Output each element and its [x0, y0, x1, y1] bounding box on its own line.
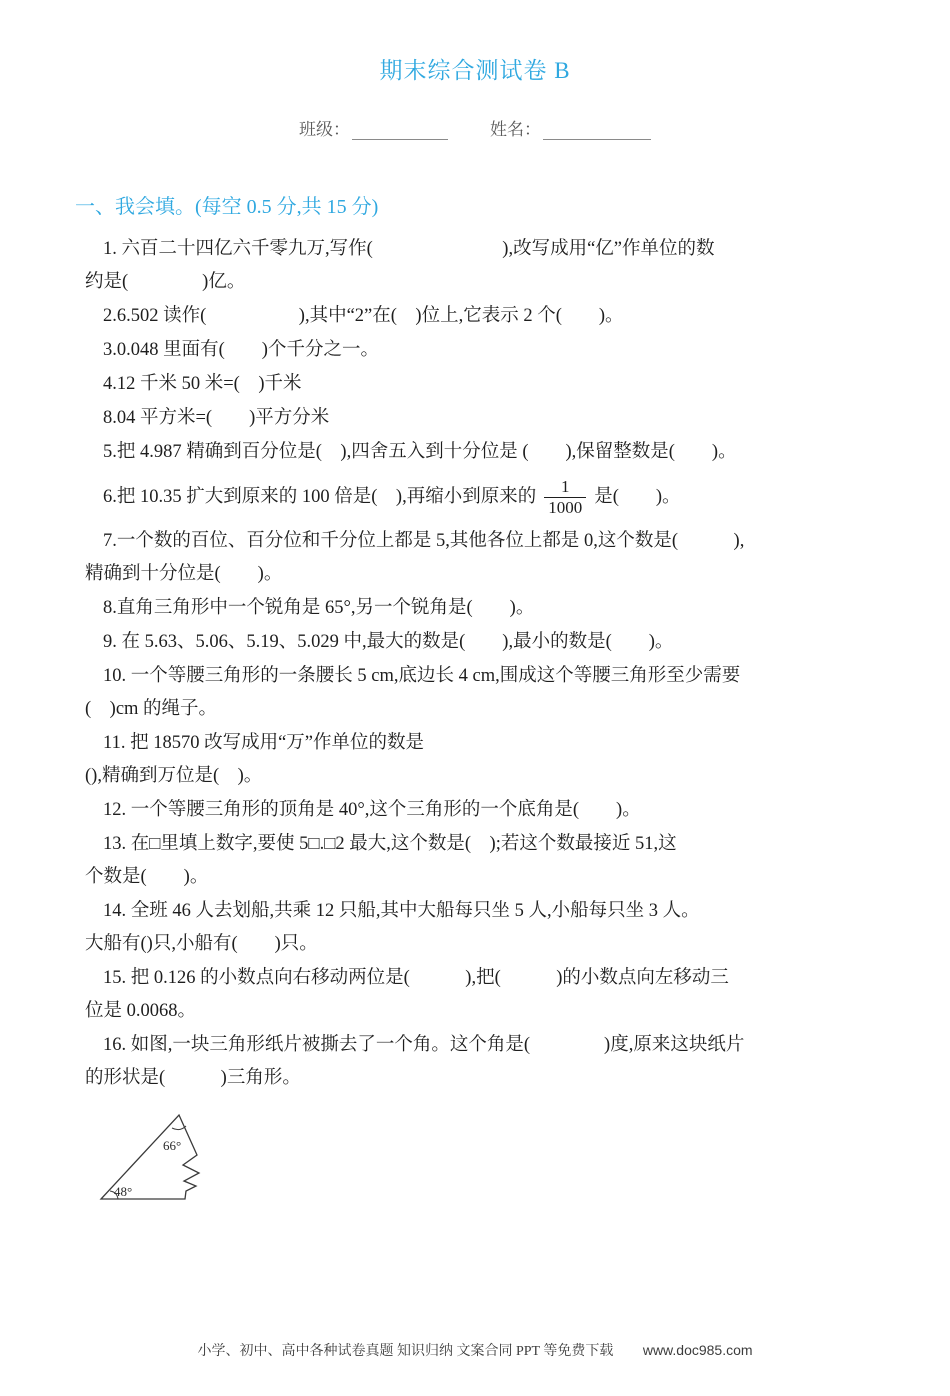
- question-16-line-1: 16. 如图,一块三角形纸片被撕去了一个角。这个角是( )度,原来这块纸片: [103, 1035, 745, 1055]
- angle-label-top: 66°: [163, 1138, 182, 1153]
- question-12: [85, 794, 898, 827]
- question-2: [85, 300, 898, 333]
- question-9: [85, 626, 898, 659]
- footer-text: 小学、初中、高中各种试卷真题 知识归纳 文案合同 PPT 等免费下载: [197, 1344, 614, 1359]
- question-8: [85, 592, 898, 625]
- question-2-line-1: 2.6.502 读作( ),其中“2”在( )位上,它表示 2 个( )。: [103, 306, 624, 326]
- page-title: 期末综合测试卷 B: [379, 58, 571, 83]
- question-10: [85, 660, 898, 726]
- question-15-line-2: 位是 0.0068。: [85, 1001, 197, 1021]
- question-11: [85, 727, 898, 793]
- class-blank: [352, 123, 448, 140]
- torn-triangle-svg: [93, 1105, 223, 1207]
- question-13: [85, 828, 898, 894]
- question-6: [85, 470, 898, 524]
- question-15: [85, 962, 898, 1028]
- name-label: 姓名：: [490, 120, 541, 139]
- question-6-text-post: 是( )。: [594, 486, 681, 507]
- question-1: [85, 233, 898, 299]
- question-9-line-1: 9. 在 5.63、5.06、5.19、5.029 中,最大的数是( ),最小的数是( )。: [103, 632, 674, 652]
- question-14-line-1: 14. 全班 46 人去划船,共乘 12 只船,其中大船每只坐 5 人,小船每只坐 3 人。: [103, 901, 700, 921]
- question-6-line-1: [85, 470, 898, 524]
- question-5-line-1: 5.把 4.987 精确到百分位是( ),四舍五入到十分位是 ( ),保留整数是( )。: [103, 442, 737, 462]
- footer-site-url: www.doc985.com: [642, 1342, 753, 1358]
- section-1-heading: 一、我会填。(每空 0.5 分,共 15 分): [75, 196, 379, 218]
- question-1-line-1: 1. 六百二十四亿六千零九万,写作( ),改写成用“亿”作单位的数: [103, 239, 715, 259]
- question-16-line-2: 的形状是( )三角形。: [85, 1068, 301, 1088]
- question-6-text-pre: 6.把 10.35 扩大到原来的 100 倍是( ),再缩小到原来的: [103, 486, 537, 507]
- question-4b: [85, 402, 898, 435]
- question-14-line-2: 大船有()只,小船有( )只。: [85, 934, 318, 954]
- question-13-line-1: 13. 在□里填上数字,要使 5□.□2 最大,这个数是( );若这个数最接近 51,这: [103, 834, 677, 854]
- question-list: [85, 233, 898, 1213]
- fraction-1-1000: [544, 477, 586, 517]
- question-7-line-1: 7.一个数的百位、百分位和千分位上都是 5,其他各位上都是 0,这个数是( ),: [103, 531, 745, 551]
- question-12-line-1: 12. 一个等腰三角形的顶角是 40°,这个三角形的一个底角是( )。: [103, 800, 641, 820]
- question-5: [85, 436, 898, 469]
- torn-triangle-figure: [93, 1105, 898, 1213]
- question-14: [85, 895, 898, 961]
- question-16: [85, 1029, 898, 1095]
- page-footer: [0, 1340, 950, 1360]
- question-4: [85, 368, 898, 401]
- question-13-line-2: 个数是( )。: [85, 867, 209, 887]
- question-7-line-2: 精确到十分位是( )。: [85, 564, 283, 584]
- fraction-denominator: 1000: [544, 497, 586, 518]
- question-10-line-1: 10. 一个等腰三角形的一条腰长 5 cm,底边长 4 cm,围成这个等腰三角形至少需要: [103, 666, 741, 686]
- question-3-line-1: 3.0.048 里面有( )个千分之一。: [103, 340, 379, 360]
- question-1-line-2: 约是( )亿。: [85, 272, 246, 292]
- question-15-line-1: 15. 把 0.126 的小数点向右移动两位是( ),把( )的小数点向左移动三: [103, 968, 729, 988]
- question-11-line-1: 11. 把 18570 改写成用“万”作单位的数是: [103, 733, 424, 753]
- student-info-row: [0, 115, 950, 140]
- question-7: [85, 525, 898, 591]
- angle-label-left: 48°: [114, 1184, 133, 1199]
- question-8-line-1: 8.直角三角形中一个锐角是 65°,另一个锐角是( )。: [103, 598, 535, 618]
- question-3: [85, 334, 898, 367]
- question-4-line-1: 4.12 千米 50 米=( )千米: [103, 374, 302, 394]
- name-blank: [543, 123, 651, 140]
- class-label: 班级：: [299, 120, 350, 139]
- question-10-line-2: ( )cm 的绳子。: [85, 699, 218, 719]
- question-11-line-2: (),精确到万位是( )。: [85, 766, 263, 786]
- question-4b-line-1: 8.04 平方米=( )平方分米: [103, 408, 330, 428]
- fraction-numerator: 1: [560, 476, 570, 496]
